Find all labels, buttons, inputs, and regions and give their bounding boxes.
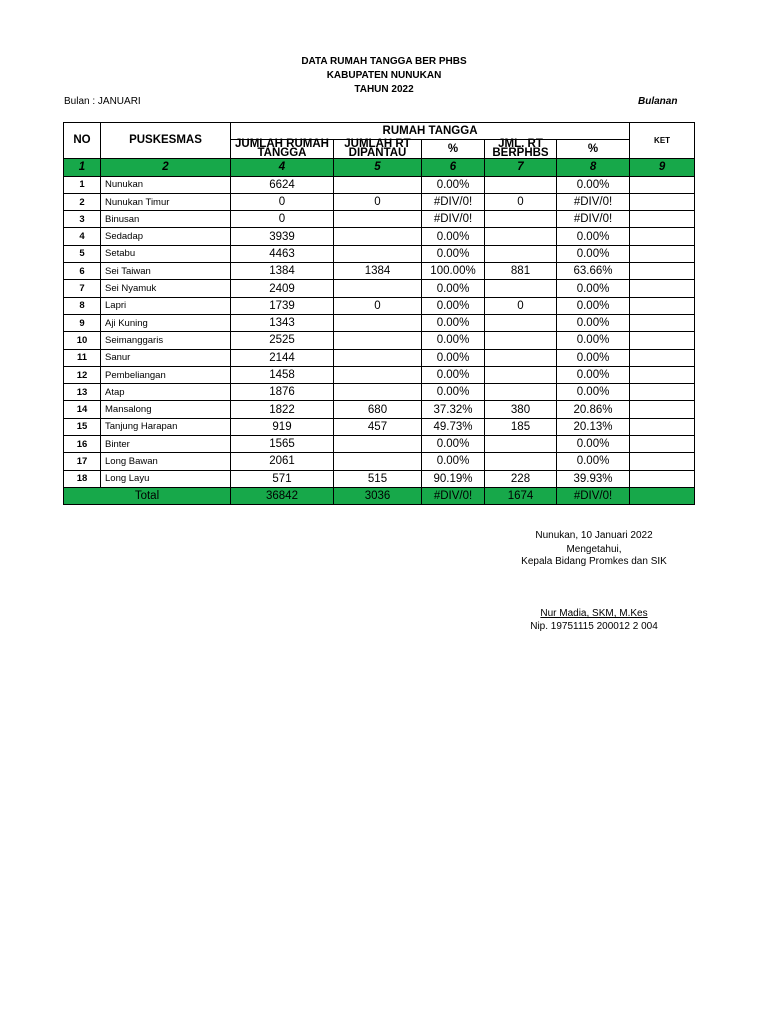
row-dipantau: 0	[334, 193, 422, 210]
row-ket	[630, 384, 695, 401]
row-berphbs	[485, 228, 557, 245]
row-no: 15	[64, 418, 101, 435]
row-ket	[630, 470, 695, 487]
row-no: 17	[64, 453, 101, 470]
row-no: 5	[64, 245, 101, 262]
signature-name: Nur Madia, SKM, M.Kes	[540, 608, 648, 619]
row-percent-dipantau: 0.00%	[422, 453, 485, 470]
column-index: 8	[557, 159, 630, 176]
row-puskesmas: Binter	[101, 436, 231, 453]
row-percent-berphbs: 0.00%	[557, 332, 630, 349]
row-berphbs	[485, 332, 557, 349]
row-jumlah-rumah-tangga: 3939	[231, 228, 334, 245]
row-puskesmas: Mansalong	[101, 401, 231, 418]
row-puskesmas: Sei Taiwan	[101, 263, 231, 280]
row-berphbs	[485, 280, 557, 297]
row-percent-berphbs: 0.00%	[557, 228, 630, 245]
row-percent-dipantau: 0.00%	[422, 332, 485, 349]
table-row	[64, 297, 695, 314]
row-no: 4	[64, 228, 101, 245]
column-index: 4	[231, 159, 334, 176]
total-ket	[630, 487, 695, 504]
row-puskesmas: Nunukan	[101, 176, 231, 193]
row-dipantau	[334, 228, 422, 245]
table-row	[64, 193, 695, 210]
table-row	[64, 211, 695, 228]
table-row	[64, 366, 695, 383]
row-ket	[630, 228, 695, 245]
row-jumlah-rumah-tangga: 2409	[231, 280, 334, 297]
table-row	[64, 453, 695, 470]
row-percent-dipantau: 0.00%	[422, 349, 485, 366]
row-no: 10	[64, 332, 101, 349]
table-row	[64, 263, 695, 280]
row-puskesmas: Binusan	[101, 211, 231, 228]
column-index: 5	[334, 159, 422, 176]
row-jumlah-rumah-tangga: 1343	[231, 314, 334, 331]
row-percent-dipantau: 37.32%	[422, 401, 485, 418]
total-berphbs: 1674	[485, 487, 557, 504]
row-ket	[630, 418, 695, 435]
row-berphbs	[485, 349, 557, 366]
row-jumlah-rumah-tangga: 4463	[231, 245, 334, 262]
month-label: Bulan : JANUARI	[64, 96, 141, 107]
row-ket	[630, 176, 695, 193]
doc-title: DATA RUMAH TANGGA BER PHBS	[301, 56, 467, 67]
header-ket: KET	[630, 123, 695, 159]
doc-subtitle-year: TAHUN 2022	[354, 84, 414, 95]
doc-subtitle-district: KABUPATEN NUNUKAN	[326, 70, 442, 81]
row-dipantau: 680	[334, 401, 422, 418]
row-dipantau	[334, 245, 422, 262]
table-row	[64, 401, 695, 418]
row-no: 2	[64, 193, 101, 210]
header-jumlah-rumah-tangga: JUMLAH RUMAH TANGGA	[231, 140, 334, 159]
row-ket	[630, 314, 695, 331]
row-jumlah-rumah-tangga: 1458	[231, 366, 334, 383]
row-puskesmas: Sei Nyamuk	[101, 280, 231, 297]
column-index-row	[64, 159, 695, 176]
total-row	[64, 487, 695, 504]
row-puskesmas: Aji Kuning	[101, 314, 231, 331]
row-puskesmas: Atap	[101, 384, 231, 401]
table-row	[64, 470, 695, 487]
total-dipantau: 3036	[334, 487, 422, 504]
row-percent-berphbs: 0.00%	[557, 453, 630, 470]
row-ket	[630, 211, 695, 228]
row-jumlah-rumah-tangga: 0	[231, 211, 334, 228]
row-berphbs	[485, 453, 557, 470]
total-jumlah-rumah-tangga: 36842	[231, 487, 334, 504]
column-index: 6	[422, 159, 485, 176]
table-row	[64, 332, 695, 349]
row-berphbs: 380	[485, 401, 557, 418]
row-no: 9	[64, 314, 101, 331]
row-ket	[630, 297, 695, 314]
row-berphbs: 228	[485, 470, 557, 487]
header-puskesmas: PUSKESMAS	[101, 123, 231, 159]
row-ket	[630, 401, 695, 418]
row-percent-berphbs: 0.00%	[557, 176, 630, 193]
row-percent-berphbs: 39.93%	[557, 470, 630, 487]
column-index: 2	[101, 159, 231, 176]
row-percent-berphbs: 20.86%	[557, 401, 630, 418]
row-jumlah-rumah-tangga: 2061	[231, 453, 334, 470]
row-no: 6	[64, 263, 101, 280]
row-berphbs	[485, 245, 557, 262]
row-percent-berphbs: 20.13%	[557, 418, 630, 435]
signature-nip: Nip. 19751115 200012 2 004	[530, 621, 658, 632]
row-ket	[630, 436, 695, 453]
table-row	[64, 349, 695, 366]
row-puskesmas: Setabu	[101, 245, 231, 262]
row-berphbs: 881	[485, 263, 557, 280]
row-jumlah-rumah-tangga: 1739	[231, 297, 334, 314]
row-dipantau	[334, 436, 422, 453]
header-percent-berphbs: %	[557, 140, 630, 159]
row-percent-berphbs: 0.00%	[557, 280, 630, 297]
row-dipantau	[334, 349, 422, 366]
row-berphbs	[485, 436, 557, 453]
row-berphbs	[485, 314, 557, 331]
total-percent-berphbs: #DIV/0!	[557, 487, 630, 504]
row-no: 16	[64, 436, 101, 453]
row-dipantau	[334, 211, 422, 228]
row-jumlah-rumah-tangga: 919	[231, 418, 334, 435]
column-index: 7	[485, 159, 557, 176]
row-ket	[630, 193, 695, 210]
table-row	[64, 436, 695, 453]
table-row	[64, 280, 695, 297]
signature-mengetahui: Mengetahui,	[566, 544, 622, 555]
header-jumlah-rt-dipantau: JUMLAH RT DIPANTAU	[334, 140, 422, 159]
row-percent-dipantau: 90.19%	[422, 470, 485, 487]
row-percent-dipantau: #DIV/0!	[422, 211, 485, 228]
row-percent-dipantau: 0.00%	[422, 314, 485, 331]
row-berphbs	[485, 176, 557, 193]
row-jumlah-rumah-tangga: 571	[231, 470, 334, 487]
row-puskesmas: Long Bawan	[101, 453, 231, 470]
row-dipantau	[334, 366, 422, 383]
row-berphbs: 0	[485, 193, 557, 210]
row-jumlah-rumah-tangga: 6624	[231, 176, 334, 193]
row-jumlah-rumah-tangga: 1384	[231, 263, 334, 280]
row-ket	[630, 245, 695, 262]
total-label: Total	[64, 487, 231, 504]
column-index: 1	[64, 159, 101, 176]
row-berphbs	[485, 211, 557, 228]
row-no: 8	[64, 297, 101, 314]
row-berphbs	[485, 366, 557, 383]
row-percent-berphbs: #DIV/0!	[557, 193, 630, 210]
row-ket	[630, 349, 695, 366]
row-no: 7	[64, 280, 101, 297]
phbs-table	[63, 122, 695, 505]
row-percent-berphbs: 0.00%	[557, 297, 630, 314]
row-dipantau: 0	[334, 297, 422, 314]
row-dipantau: 457	[334, 418, 422, 435]
row-jumlah-rumah-tangga: 2144	[231, 349, 334, 366]
row-percent-berphbs: 0.00%	[557, 349, 630, 366]
row-no: 12	[64, 366, 101, 383]
row-ket	[630, 263, 695, 280]
row-percent-berphbs: 0.00%	[557, 314, 630, 331]
row-dipantau	[334, 384, 422, 401]
row-puskesmas: Sanur	[101, 349, 231, 366]
row-dipantau	[334, 453, 422, 470]
signature-place-date: Nunukan, 10 Januari 2022	[535, 530, 653, 541]
row-dipantau: 515	[334, 470, 422, 487]
row-puskesmas: Lapri	[101, 297, 231, 314]
signature-position: Kepala Bidang Promkes dan SIK	[521, 556, 667, 567]
row-ket	[630, 366, 695, 383]
row-puskesmas: Seimanggaris	[101, 332, 231, 349]
period-label: Bulanan	[638, 96, 678, 107]
row-ket	[630, 453, 695, 470]
table-row	[64, 384, 695, 401]
row-no: 18	[64, 470, 101, 487]
row-berphbs	[485, 384, 557, 401]
row-percent-dipantau: 49.73%	[422, 418, 485, 435]
row-dipantau	[334, 332, 422, 349]
row-berphbs: 0	[485, 297, 557, 314]
row-jumlah-rumah-tangga: 1565	[231, 436, 334, 453]
row-percent-dipantau: 0.00%	[422, 245, 485, 262]
row-percent-berphbs: 0.00%	[557, 436, 630, 453]
row-percent-berphbs: 0.00%	[557, 366, 630, 383]
row-berphbs: 185	[485, 418, 557, 435]
table-row	[64, 228, 695, 245]
row-ket	[630, 280, 695, 297]
row-percent-dipantau: 0.00%	[422, 228, 485, 245]
row-percent-dipantau: 0.00%	[422, 366, 485, 383]
header-percent-dipantau: %	[422, 140, 485, 159]
table-row	[64, 245, 695, 262]
table-row	[64, 418, 695, 435]
row-dipantau: 1384	[334, 263, 422, 280]
row-jumlah-rumah-tangga: 1822	[231, 401, 334, 418]
row-percent-berphbs: #DIV/0!	[557, 211, 630, 228]
row-dipantau	[334, 280, 422, 297]
header-rumah-tangga: RUMAH TANGGA	[231, 123, 630, 140]
row-no: 13	[64, 384, 101, 401]
row-jumlah-rumah-tangga: 2525	[231, 332, 334, 349]
row-no: 14	[64, 401, 101, 418]
column-index: 9	[630, 159, 695, 176]
row-puskesmas: Pembeliangan	[101, 366, 231, 383]
row-no: 11	[64, 349, 101, 366]
row-ket	[630, 332, 695, 349]
row-puskesmas: Long Layu	[101, 470, 231, 487]
total-percent-dipantau: #DIV/0!	[422, 487, 485, 504]
table-row	[64, 176, 695, 193]
row-percent-dipantau: 0.00%	[422, 436, 485, 453]
row-percent-dipantau: 0.00%	[422, 297, 485, 314]
row-percent-dipantau: 0.00%	[422, 280, 485, 297]
header-jml-rt-berphbs: JML. RT BERPHBS	[485, 140, 557, 159]
row-percent-berphbs: 0.00%	[557, 384, 630, 401]
row-percent-dipantau: 0.00%	[422, 176, 485, 193]
row-percent-dipantau: 100.00%	[422, 263, 485, 280]
row-percent-berphbs: 0.00%	[557, 245, 630, 262]
row-puskesmas: Tanjung Harapan	[101, 418, 231, 435]
row-no: 3	[64, 211, 101, 228]
row-puskesmas: Sedadap	[101, 228, 231, 245]
row-jumlah-rumah-tangga: 1876	[231, 384, 334, 401]
row-percent-dipantau: 0.00%	[422, 384, 485, 401]
table-row	[64, 314, 695, 331]
row-percent-dipantau: #DIV/0!	[422, 193, 485, 210]
row-percent-berphbs: 63.66%	[557, 263, 630, 280]
row-no: 1	[64, 176, 101, 193]
row-puskesmas: Nunukan Timur	[101, 193, 231, 210]
header-no: NO	[64, 123, 101, 159]
row-dipantau	[334, 176, 422, 193]
row-dipantau	[334, 314, 422, 331]
row-jumlah-rumah-tangga: 0	[231, 193, 334, 210]
